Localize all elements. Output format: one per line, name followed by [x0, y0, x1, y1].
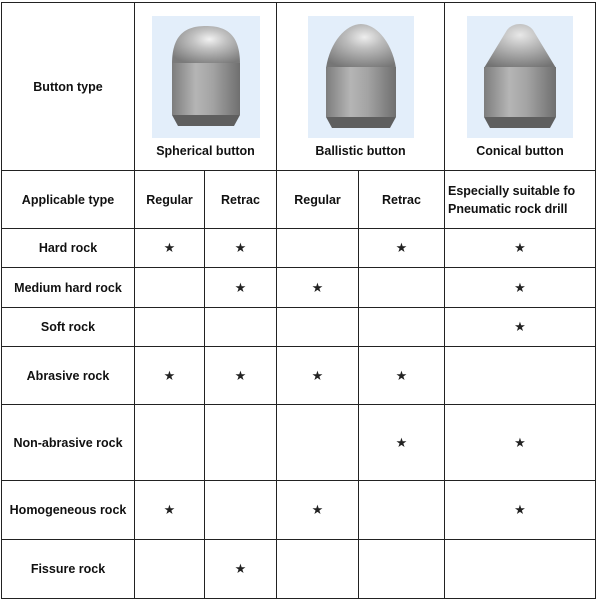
special-line-1: Especially suitable fo [448, 183, 576, 198]
cell-conical [445, 405, 596, 481]
col-header-conical-special [445, 171, 596, 229]
star-icon: ★ [163, 502, 176, 517]
rock-type-label: Medium hard rock [2, 268, 135, 308]
cell-ballistic-retrac [359, 347, 445, 405]
conical-button-cell [445, 3, 596, 171]
cell-ballistic-regular [277, 229, 359, 268]
rock-type-label: Fissure rock [2, 540, 135, 599]
cell-spherical-retrac [205, 540, 277, 599]
cell-conical [445, 347, 596, 405]
star-icon: ★ [234, 279, 247, 295]
col-header-ballistic-regular: Regular [277, 171, 359, 229]
cell-ballistic-retrac [359, 268, 445, 308]
rock-type-label: Soft rock [2, 308, 135, 347]
cell-ballistic-regular [277, 540, 359, 599]
cell-spherical-regular [135, 540, 205, 599]
rock-type-label: Abrasive rock [2, 347, 135, 405]
star-icon: ★ [514, 434, 526, 450]
cell-ballistic-retrac [359, 481, 445, 540]
cell-spherical-retrac [205, 268, 277, 308]
cell-conical [445, 268, 596, 308]
cell-spherical-retrac [205, 405, 277, 481]
cell-ballistic-regular [277, 308, 359, 347]
star-icon: ★ [163, 367, 176, 383]
col-header-spherical-retrac: Retrac [205, 171, 277, 229]
cell-spherical-regular [135, 405, 205, 481]
rock-rows [2, 229, 596, 599]
special-line-2: Pneumatic rock drill [448, 201, 568, 216]
star-icon: ★ [514, 502, 526, 517]
cell-spherical-retrac [205, 347, 277, 405]
cell-spherical-regular [135, 308, 205, 347]
cell-spherical-regular [135, 481, 205, 540]
star-icon: ★ [234, 367, 247, 383]
star-icon: ★ [311, 502, 324, 517]
cell-ballistic-regular [277, 268, 359, 308]
rock-type-label: Homogeneous rock [2, 481, 135, 540]
table-row [2, 540, 596, 599]
cell-ballistic-retrac [359, 540, 445, 599]
conical-button-label: Conical button [476, 143, 564, 158]
star-icon: ★ [395, 367, 408, 383]
table-row [2, 405, 596, 481]
cell-ballistic-retrac [359, 405, 445, 481]
star-icon: ★ [395, 240, 408, 255]
cell-conical [445, 308, 596, 347]
star-icon: ★ [514, 240, 526, 255]
cell-ballistic-regular [277, 347, 359, 405]
rock-type-label: Hard rock [2, 229, 135, 268]
ballistic-button-label: Ballistic button [315, 143, 406, 158]
spherical-button-image [152, 16, 260, 138]
cell-ballistic-retrac [359, 229, 445, 268]
cell-ballistic-retrac [359, 308, 445, 347]
table-row [2, 268, 596, 308]
table-row [2, 481, 596, 540]
cell-spherical-regular [135, 347, 205, 405]
star-icon: ★ [234, 561, 247, 576]
star-icon: ★ [311, 367, 324, 383]
table-row [2, 347, 596, 405]
cell-conical [445, 229, 596, 268]
ballistic-button-cell [277, 3, 445, 171]
button-type-row [2, 3, 596, 171]
col-header-ballistic-retrac: Retrac [359, 171, 445, 229]
table-row [2, 229, 596, 268]
cell-ballistic-regular [277, 405, 359, 481]
cell-spherical-regular [135, 229, 205, 268]
table-row [2, 308, 596, 347]
cell-ballistic-regular [277, 481, 359, 540]
star-icon: ★ [395, 434, 408, 450]
star-icon: ★ [163, 240, 176, 255]
cell-conical [445, 540, 596, 599]
applicability-table [1, 2, 596, 599]
spherical-button-cell [135, 3, 277, 171]
conical-button-image [467, 16, 573, 138]
applicable-type-label: Applicable type [2, 171, 135, 229]
star-icon: ★ [311, 279, 324, 295]
cell-spherical-retrac [205, 481, 277, 540]
star-icon: ★ [514, 319, 526, 334]
rock-type-label: Non-abrasive rock [2, 405, 135, 481]
col-header-spherical-regular: Regular [135, 171, 205, 229]
cell-conical [445, 481, 596, 540]
cell-spherical-retrac [205, 229, 277, 268]
cell-spherical-regular [135, 268, 205, 308]
star-icon: ★ [234, 240, 247, 255]
button-type-label: Button type [2, 3, 135, 171]
spherical-button-label: Spherical button [156, 143, 255, 158]
ballistic-button-image [308, 16, 414, 138]
star-icon: ★ [514, 279, 526, 295]
applicable-type-row [2, 171, 596, 229]
cell-spherical-retrac [205, 308, 277, 347]
